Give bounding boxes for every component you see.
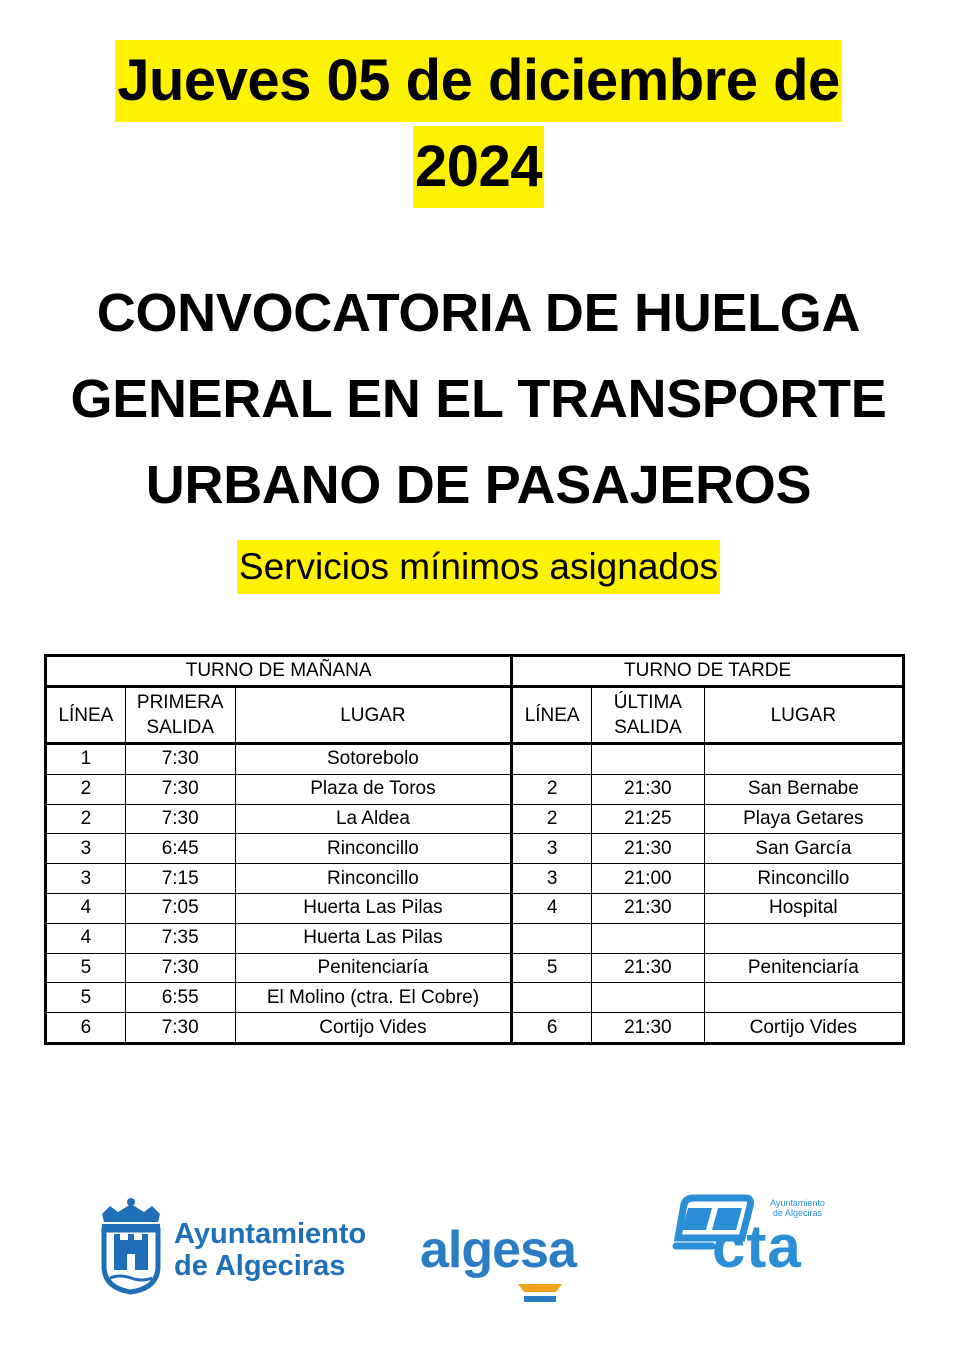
subtitle-wrap — [0, 540, 957, 594]
m-hora: 7:30 — [125, 953, 235, 983]
date-heading — [0, 40, 957, 208]
ayuntamiento-logo-text — [174, 1218, 366, 1282]
t-hora: 21:30 — [592, 774, 705, 804]
m-hora: 7:35 — [125, 923, 235, 953]
m-lugar: Plaza de Toros — [235, 774, 512, 804]
cta-small-line-1: Ayuntamiento — [770, 1198, 825, 1208]
col-ultima-l1: ÚLTIMA — [613, 692, 682, 713]
col-primera-l2: SALIDA — [146, 717, 214, 738]
m-hora: 7:30 — [125, 1013, 235, 1044]
t-hora: 21:30 — [592, 834, 705, 864]
strike-title — [0, 270, 957, 528]
m-linea: 3 — [46, 834, 126, 864]
footer-logos — [0, 1190, 957, 1310]
col-primera-l1: PRIMERA — [136, 692, 224, 713]
title-line-3: URBANO DE PASAJEROS — [145, 455, 812, 515]
table-row — [46, 744, 904, 775]
m-linea: 6 — [46, 1013, 126, 1044]
t-lugar: Cortijo Vides — [704, 1013, 903, 1044]
t-linea: 2 — [512, 804, 592, 834]
table-row — [46, 1013, 904, 1044]
col-ultima-salida — [592, 687, 705, 744]
cta-logo-text: cta — [712, 1213, 802, 1280]
ayuntamiento-line-1: Ayuntamiento — [174, 1218, 367, 1250]
title-line-2: GENERAL EN EL TRANSPORTE — [70, 369, 887, 429]
table-row — [46, 893, 904, 923]
subtitle: Servicios mínimos asignados — [237, 540, 720, 594]
col-linea-afternoon: LÍNEA — [512, 687, 592, 744]
castle-crest-icon — [96, 1196, 166, 1296]
t-hora: 21:25 — [592, 804, 705, 834]
m-hora: 6:55 — [125, 983, 235, 1013]
t-hora: 21:30 — [592, 953, 705, 983]
m-lugar: Cortijo Vides — [235, 1013, 512, 1044]
t-lugar: Penitenciaría — [704, 953, 903, 983]
t-hora — [592, 744, 705, 775]
table-row — [46, 983, 904, 1013]
table-row — [46, 953, 904, 983]
t-linea: 6 — [512, 1013, 592, 1044]
t-lugar: San Bernabe — [704, 774, 903, 804]
t-lugar: San García — [704, 834, 903, 864]
t-hora: 21:30 — [592, 1013, 705, 1044]
t-linea: 2 — [512, 774, 592, 804]
title-line-1: CONVOCATORIA DE HUELGA — [96, 283, 861, 343]
t-lugar — [704, 923, 903, 953]
cta-small-line-2: de Algeciras — [772, 1208, 822, 1218]
t-lugar — [704, 744, 903, 775]
t-hora — [592, 983, 705, 1013]
m-lugar: La Aldea — [235, 804, 512, 834]
t-lugar: Playa Getares — [704, 804, 903, 834]
ayuntamiento-line-2: de Algeciras — [174, 1250, 346, 1282]
morning-shift-header: TURNO DE MAÑANA — [46, 656, 512, 687]
t-linea — [512, 744, 592, 775]
m-hora: 7:05 — [125, 893, 235, 923]
m-hora: 6:45 — [125, 834, 235, 864]
algesa-logo-text: algesa — [420, 1221, 576, 1279]
m-linea: 3 — [46, 864, 126, 894]
t-linea: 5 — [512, 953, 592, 983]
t-hora: 21:30 — [592, 893, 705, 923]
col-lugar-morning: LUGAR — [235, 687, 512, 744]
t-lugar: Hospital — [704, 893, 903, 923]
ayuntamiento-logo — [96, 1196, 386, 1296]
t-hora: 21:00 — [592, 864, 705, 894]
m-linea: 1 — [46, 744, 126, 775]
m-linea: 4 — [46, 923, 126, 953]
t-lugar: Rinconcillo — [704, 864, 903, 894]
m-lugar: Sotorebolo — [235, 744, 512, 775]
m-lugar: Penitenciaría — [235, 953, 512, 983]
date-line-1: Jueves 05 de diciembre de — [115, 40, 842, 122]
t-linea: 3 — [512, 864, 592, 894]
t-hora — [592, 923, 705, 953]
m-lugar: Huerta Las Pilas — [235, 923, 512, 953]
m-lugar: Rinconcillo — [235, 864, 512, 894]
t-linea: 4 — [512, 893, 592, 923]
table-row — [46, 804, 904, 834]
m-linea: 2 — [46, 774, 126, 804]
table-row — [46, 864, 904, 894]
t-linea — [512, 923, 592, 953]
afternoon-shift-header: TURNO DE TARDE — [512, 656, 904, 687]
table-row — [46, 923, 904, 953]
m-linea: 5 — [46, 953, 126, 983]
algesa-mark-icon — [510, 1278, 570, 1308]
m-lugar: Rinconcillo — [235, 834, 512, 864]
m-hora: 7:15 — [125, 864, 235, 894]
table-row — [46, 774, 904, 804]
col-ultima-l2: SALIDA — [614, 717, 682, 738]
m-linea: 4 — [46, 893, 126, 923]
table-row — [46, 834, 904, 864]
m-lugar: El Molino (ctra. El Cobre) — [235, 983, 512, 1013]
algesa-logo — [420, 1220, 635, 1300]
t-linea: 3 — [512, 834, 592, 864]
col-linea-morning: LÍNEA — [46, 687, 126, 744]
m-hora: 7:30 — [125, 804, 235, 834]
date-line-2: 2024 — [413, 126, 544, 208]
t-linea — [512, 983, 592, 1013]
m-lugar: Huerta Las Pilas — [235, 893, 512, 923]
t-lugar — [704, 983, 903, 1013]
col-lugar-afternoon: LUGAR — [704, 687, 903, 744]
m-hora: 7:30 — [125, 744, 235, 775]
m-linea: 5 — [46, 983, 126, 1013]
cta-logo — [672, 1190, 852, 1300]
m-hora: 7:30 — [125, 774, 235, 804]
schedule-table — [44, 654, 905, 1045]
col-primera-salida — [125, 687, 235, 744]
m-linea: 2 — [46, 804, 126, 834]
